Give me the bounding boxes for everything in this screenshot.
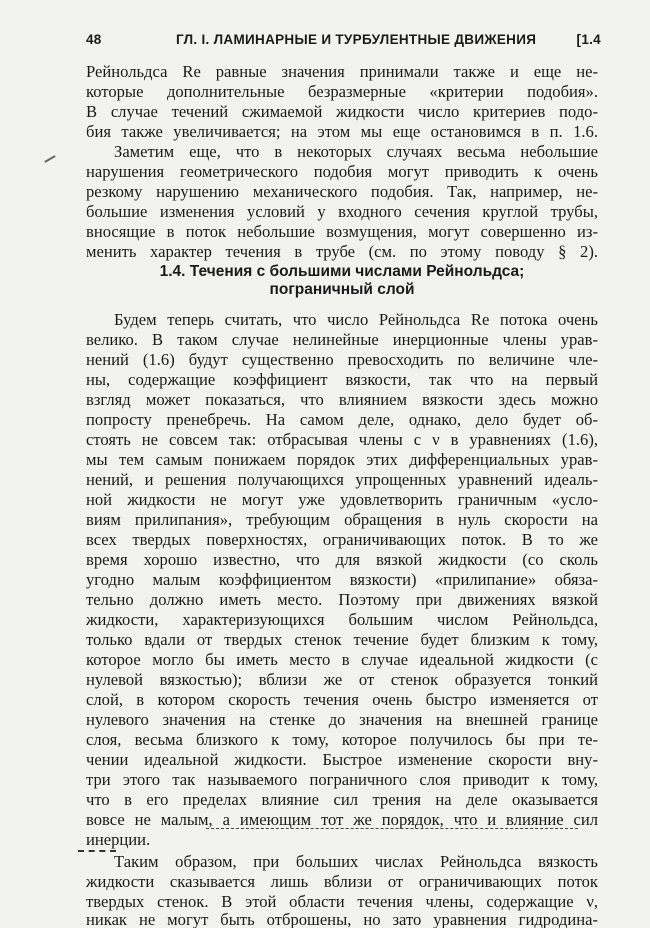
text-line: слоя, весьма близкого к тому, которое получилось бы при те- <box>86 730 598 749</box>
text-line: Заметим еще, что в некоторых случаях весьма небольшие <box>114 142 598 161</box>
text-line: тельно должно иметь место. Поэтому при движениях вязкой <box>86 590 598 609</box>
text-line: всех твердых поверхностях, ограничивающих поток. В то же <box>86 530 598 549</box>
text-line: которое могло бы иметь место в случае идеальной жидкости (с <box>86 650 598 669</box>
section-heading-line-1: 1.4. Течения с большими числами Рейнольдса; <box>159 263 525 280</box>
text-line: только вдали от твердых стенок течение будет близким к тому, <box>86 630 598 649</box>
text-line: Таким образом, при больших числах Рейнольдса вязкость <box>114 852 598 871</box>
text-line: твердых стенок. В этой области течения члены, содержащие ν, <box>86 892 598 911</box>
text-line: которые дополнительные безразмерные «критерии подобия». <box>86 82 598 101</box>
text-line: слой, в котором скорость течения очень быстро изменяется от <box>86 690 598 709</box>
text-line: жидкости, характеризующихся большим числом Рейнольдса, <box>86 610 598 629</box>
text-line: ной жидкости не могут уже удовлетворить граничным «усло- <box>86 490 598 509</box>
text-line: вносящие в поток небольшие возмущения, могут совершенно из- <box>86 222 598 241</box>
text-line: стоять не совсем так: отбрасывая члены с ν в уравнениях (1.6), <box>86 430 598 449</box>
text-line: Будем теперь считать, что число Рейнольдса Re потока очень <box>114 310 598 329</box>
page-number: 48 <box>86 32 102 47</box>
running-title: ГЛ. I. ЛАМИНАРНЫЕ И ТУРБУЛЕНТНЫЕ ДВИЖЕНИЯ <box>176 32 537 47</box>
text-line: время хорошо известно, что для вязкой жидкости (со сколь <box>86 550 598 569</box>
text-line: никак не могут быть отброшены, но зато уравнения гидродина- <box>86 910 598 928</box>
text-line: нулевого значения на стенке до значения на внешней границе <box>86 710 598 729</box>
text-line: виям прилипания», требующим обращения в нуль скорости на <box>86 510 598 529</box>
text-line: большие изменения условий у входного сечения круглой трубы, <box>86 202 598 221</box>
text-line: жидкости сказывается лишь вблизи от ограничивающих поток <box>86 872 598 891</box>
text-line: ны, содержащие коэффициент вязкости, так что на первый <box>86 370 598 389</box>
text-line: В случае течений сжимаемой жидкости число критериев подо- <box>86 102 598 121</box>
text-line: вовсе не малым, а имеющим тот же порядок, что и влияние сил <box>86 810 598 829</box>
text-line: бия также увеличивается; на этом мы еще остановимся в п. 1.6. <box>86 122 598 141</box>
text-line: взгляд может показаться, что влиянием вязкости здесь можно <box>86 390 598 409</box>
text-line: нений, и решения получающихся упрощенных уравнений идеаль- <box>86 470 598 489</box>
text-line: мы тем самым понижаем порядок этих дифференциальных урав- <box>86 450 598 469</box>
text-line: велико. В таком случае нелинейные инерционные члены урав- <box>86 330 598 349</box>
text-line: нулевой вязкостью); вблизи же от стенок образуется тонкий <box>86 670 598 689</box>
page-header <box>86 30 601 54</box>
text-line: нарушения геометрического подобия могут приводить к очень <box>86 162 598 181</box>
text-line: резкому нарушению механического подобия. Так, например, не- <box>86 182 598 201</box>
text-line: что в его пределах влияние сил трения на деле оказывается <box>86 790 598 809</box>
text-line: три этого так называемого пограничного слоя приводит к тому, <box>86 770 598 789</box>
text-line: Рейнольдса Re равные значения принимали также и еще не- <box>86 62 598 81</box>
pencil-underline <box>206 828 578 829</box>
text-line: угодно малым коэффициентом вязкости) «прилипание» обяза- <box>86 570 598 589</box>
text-line: менить характер течения в трубе (см. по этому поводу § 2). <box>86 242 598 261</box>
text-line: чении идеальной жидкости. Быстрое изменение скорости вну- <box>86 750 598 769</box>
section-heading-line-2: пограничный слой <box>269 281 415 298</box>
margin-pencil-mark <box>44 155 55 163</box>
text-line: нений (1.6) будут существенно превосходить по величине чле- <box>86 350 598 369</box>
text-line: инерции. <box>86 830 151 849</box>
text-line: попросту пренебречь. На самом деле, однако, дело будет об- <box>86 410 598 429</box>
pencil-dash-mark <box>78 850 116 854</box>
section-reference: [1.4 <box>576 32 601 47</box>
